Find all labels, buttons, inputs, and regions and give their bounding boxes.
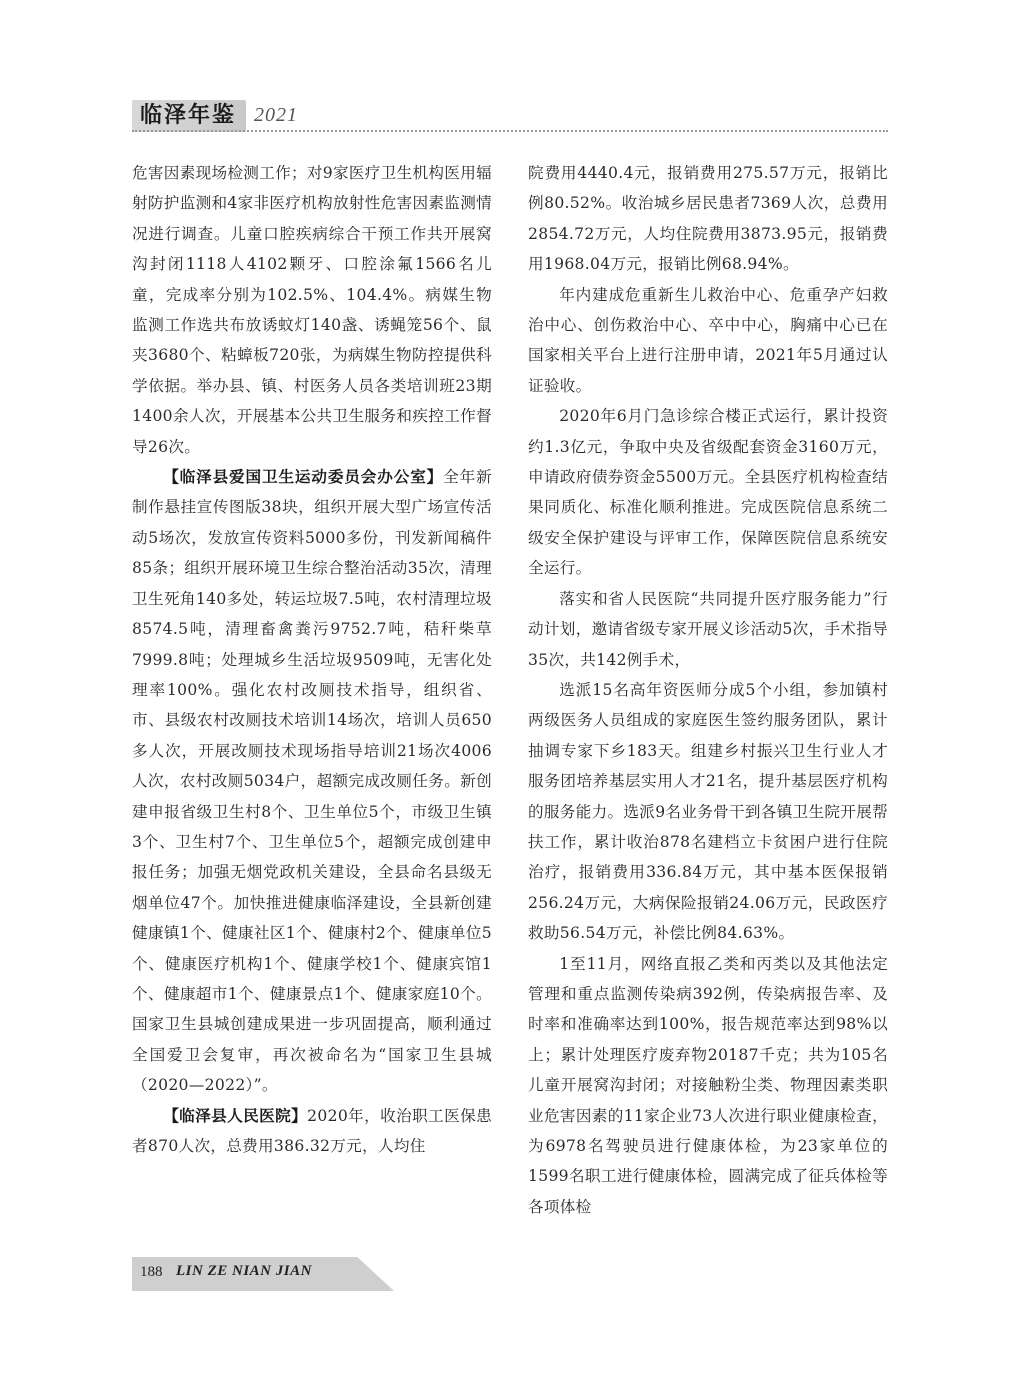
left-column xyxy=(132,158,492,1161)
book-year: 2021 xyxy=(254,104,298,126)
paragraph: 危害因素现场检测工作；对9家医疗卫生机构医用辐射防护监测和4家非医疗机构放射性危害因素监测情况进行调查。儿童口腔疾病综合干预工作共开展窝沟封闭1118人4102颗牙、口腔涂氟1566名儿童，完成率分别为102.5%、104.4%。病媒生物监测工作选共布放诱蚊灯140盏、诱蝇笼56个、鼠夹3680个、粘蟑板720张，为病媒生物防控提供科学依据。举办县、镇、村医务人员各类培训班23期1400余人次，开展基本公共卫生服务和疾控工作督导26次。 xyxy=(132,164,492,456)
right-column xyxy=(528,158,888,1222)
paragraph: 年内建成危重新生儿救治中心、危重孕产妇救治中心、创伤救治中心、卒中中心，胸痛中心已在国家相关平台上进行注册申请，2021年5月通过认证验收。 xyxy=(528,285,888,395)
header-dotted-rule xyxy=(132,130,888,132)
section-heading: 【临泽县爱国卫生运动委员会办公室】 xyxy=(163,468,444,487)
paragraph: 落实和省人民医院“共同提升医疗服务能力”行动计划，邀请省级专家开展义诊活动5次，手术指导35次，共142例手术， xyxy=(528,589,888,669)
page-number: 188 xyxy=(140,1264,163,1280)
page-header xyxy=(132,100,888,136)
book-title: 临泽年鉴 xyxy=(132,100,246,132)
paragraph-text: 全年新制作悬挂宣传图版38块，组织开展大型广场宣传活动5场次，发放宣传资料5000多份，刊发新闻稿件85条；组织开展环境卫生综合整治活动35次，清理卫生死角140多处，转运垃圾7.5吨，农村清理垃圾8574.5吨，清理畜禽粪污9752.7吨，秸秆柴草7999.8吨；处理城乡生活垃圾9509吨，无害化处理率100%。强化农村改厕技术指导，组织省、市、县级农村改厕技术培训14场次，培训人员650多人次，开展改厕技术现场指导培训21场次4006人次，农村改厕5034户，超额完成改厕任务。新创建申报省级卫生村8个、卫生单位5个，市级卫生镇3个、卫生村7个、卫生单位5个，超额完成创建申报任务；加强无烟党政机关建设，全县命名县级无烟单位47个。加快推进健康临泽建设，全县新创建健康镇1个、健康社区1个、健康村2个、健康单位5个、健康医疗机构1个、健康学校1个、健康宾馆1个、健康超市1个、健康景点1个、健康家庭10个。国家卫生县城创建成果进一步巩固提高，顺利通过全国爱卫会复审，再次被命名为“国家卫生县城（2020—2022）”。 xyxy=(132,468,492,1095)
paragraph: 院费用4440.4元，报销费用275.57万元，报销比例80.52%。收治城乡居民患者7369人次，总费用2854.72万元，人均住院费用3873.95元，报销费用1968.04万元，报销比例68.94%。 xyxy=(528,164,888,274)
paragraph xyxy=(132,1101,492,1162)
section-heading: 【临泽县人民医院】 xyxy=(163,1106,308,1125)
paragraph: 选派15名高年资医师分成5个小组，参加镇村两级医务人员组成的家庭医生签约服务团队，累计抽调专家下乡183天。组建乡村振兴卫生行业人才服务团培养基层实用人才21名，提升基层医疗机构的服务能力。选派9名业务骨干到各镇卫生院开展帮扶工作，累计收治878名建档立卡贫困户进行住院治疗，报销费用336.84万元，其中基本医保报销256.24万元，大病保险报销24.06万元，民政医疗救助56.54万元，补偿比例84.63%。 xyxy=(528,680,888,943)
footer-title: LIN ZE NIAN JIAN xyxy=(176,1263,312,1279)
page-footer xyxy=(132,1257,394,1291)
paragraph: 1至11月，网络直报乙类和丙类以及其他法定管理和重点监测传染病392例，传染病报告率、及时率和准确率达到100%，报告规范率达到98%以上；累计处理医疗废弃物20187千克；共为105名儿童开展窝沟封闭；对接触粉尘类、物理因素类职业危害因素的11家企业73人次进行职业健康检查，为6978名驾驶员进行健康体检，为23家单位的1599名职工进行健康体检，圆满完成了征兵体检等各项体检 xyxy=(528,954,888,1216)
paragraph xyxy=(132,462,492,1101)
paragraph-text: 2020年，收治职工医保患者870人次，总费用386.32万元，人均住 xyxy=(132,1106,492,1155)
paragraph: 2020年6月门急诊综合楼正式运行，累计投资约1.3亿元，争取中央及省级配套资金3160万元，申请政府债券资金5500万元。全县医疗机构检查结果同质化、标准化顺利推进。完成医院信息系统二级安全保护建设与评审工作，保障医院信息系统安全运行。 xyxy=(528,407,888,578)
